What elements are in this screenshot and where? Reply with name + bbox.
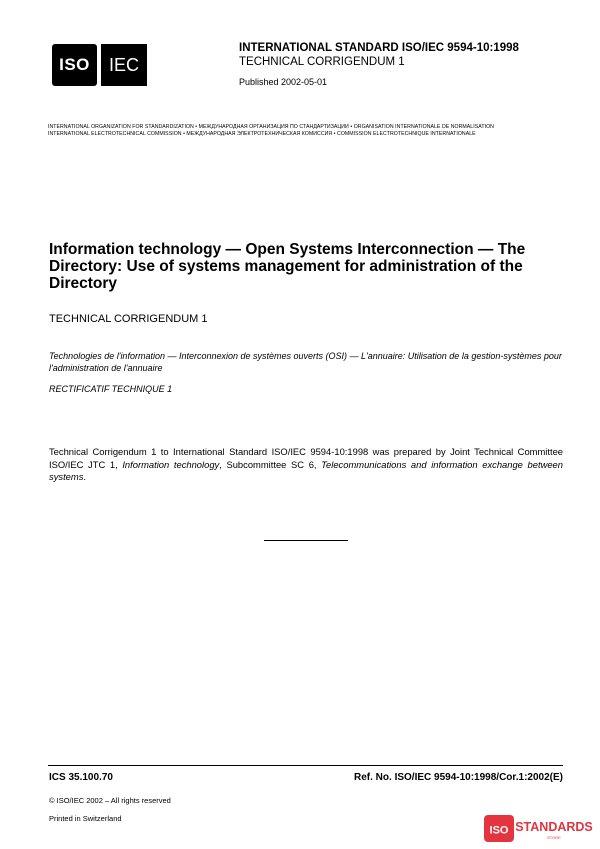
section-divider	[264, 540, 348, 541]
body-italic-2: Telecommunications and information exchange between systems	[49, 458, 563, 482]
iec-logo-text: IEC	[108, 54, 139, 75]
french-title: Technologies de l'information — Interconnexion de systèmes ouverts (OSI) — L'annuaire: Utilisation de la gestion-systèmes pour l'administration de l'annuaire	[49, 351, 562, 373]
iec-logo	[101, 44, 147, 86]
ics-code: ICS 35.100.70	[49, 772, 113, 783]
document-title: Information technology — Open Systems Interconnection — The Directory: Use of systems management for administration of the Directory	[49, 241, 526, 292]
stamp-store-text: STORE	[547, 835, 561, 840]
published-date: Published 2002-05-01	[239, 77, 328, 87]
iso-standards-store-stamp	[483, 812, 595, 846]
stamp-iso-text: ISO	[489, 824, 509, 837]
organization-line-iso: INTERNATIONAL ORGANIZATION FOR STANDARDIZATION • МЕЖДУНАРОДНАЯ ОРГАНИЗАЦИЯ ПО СТАНДАРТИЗАЦИИ • ORGANISATION INTERNATIONALE DE NORMALISATION	[48, 124, 494, 130]
standard-title: INTERNATIONAL STANDARD ISO/IEC 9594-10:1998	[239, 42, 519, 54]
organization-line-iec: INTERNATIONAL ELECTROTECHNICAL COMMISSION • МЕЖДУНАРОДНАЯ ЭЛЕКТРОТЕХНИЧЕСКАЯ КОМИССИЯ • COMMISSION ELECTROTECHNIQUE INTERNATIONALE	[48, 131, 476, 137]
body-paragraph	[49, 446, 563, 484]
corrigendum-label: TECHNICAL CORRIGENDUM 1	[49, 313, 208, 325]
body-italic-1: Information technology	[122, 458, 220, 470]
printed-location: Printed in Switzerland	[49, 814, 122, 823]
body-text-1: Technical Corrigendum 1 to International Standard ISO/IEC 9594-10:1998 was prepared by Joint Technical Committee ISO/IEC JTC 1,	[49, 446, 563, 470]
stamp-standards-text: STANDARDS	[515, 820, 593, 834]
iso-logo-text: ISO	[59, 55, 90, 74]
reference-number: Ref. No. ISO/IEC 9594-10:1998/Cor.1:2002(E)	[354, 772, 563, 783]
body-text-2: , Subcommittee SC 6,	[219, 458, 322, 470]
copyright-notice: © ISO/IEC 2002 – All rights reserved	[49, 796, 171, 805]
body-text-3: .	[83, 471, 86, 482]
iso-logo	[52, 44, 97, 86]
standard-subtitle: TECHNICAL CORRIGENDUM 1	[239, 56, 405, 68]
french-corrigendum-label: RECTIFICATIF TECHNIQUE 1	[49, 384, 173, 394]
footer-rule	[48, 765, 563, 766]
